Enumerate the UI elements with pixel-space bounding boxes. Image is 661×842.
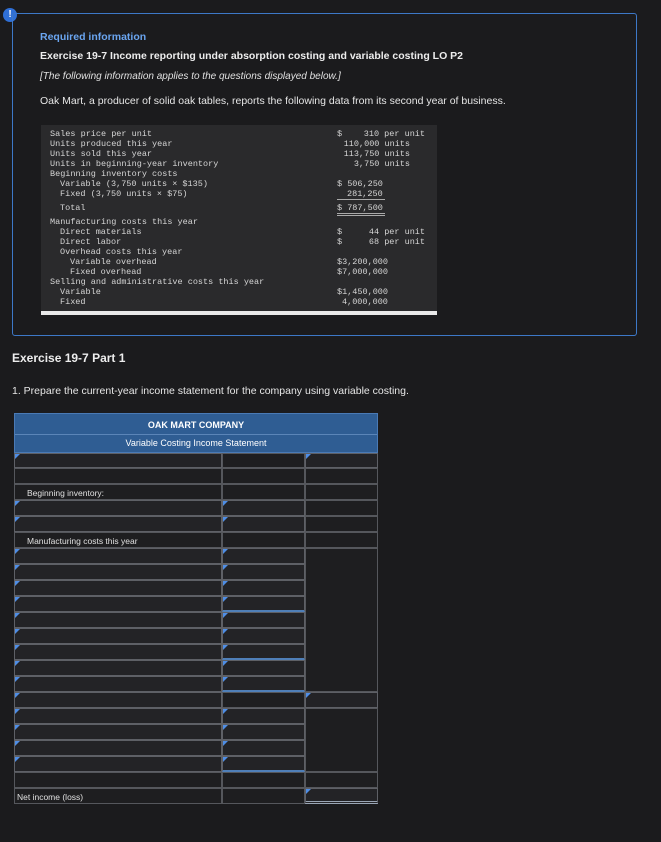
statement-amount-input[interactable]	[222, 564, 305, 580]
data-row-dollar: $	[337, 227, 343, 237]
statement-blank-cell	[222, 692, 305, 708]
required-information-heading: Required information	[40, 31, 147, 43]
data-row-label: Overhead costs this year	[60, 247, 183, 257]
statement-blank-cell	[222, 772, 305, 788]
data-row-label: Variable	[60, 287, 101, 297]
net-income-label: Net income (loss)	[17, 792, 84, 802]
statement-label-input[interactable]	[14, 596, 222, 612]
data-row-value: $3,200,000	[337, 257, 389, 267]
data-row-label: Fixed (3,750 units × $75)	[60, 189, 188, 199]
table-divider	[41, 311, 437, 315]
statement-label-input[interactable]	[14, 453, 222, 468]
statement-amount-input[interactable]	[222, 516, 305, 532]
statement-amount-input[interactable]	[222, 708, 305, 724]
statement-label-input[interactable]	[14, 644, 222, 660]
statement-label-input[interactable]	[14, 500, 222, 516]
statement-amount-input[interactable]	[222, 756, 305, 772]
statement-label-input[interactable]	[14, 580, 222, 596]
statement-label-input[interactable]	[14, 740, 222, 756]
statement-amount-input[interactable]	[222, 724, 305, 740]
statement-blank-cell	[305, 500, 378, 516]
statement-amount-input[interactable]	[222, 612, 305, 628]
statement-label-input[interactable]	[14, 676, 222, 692]
statement-blank-cell	[305, 516, 378, 532]
data-row-label: Units in beginning-year inventory	[50, 159, 219, 169]
statement-blank-cell	[222, 788, 305, 804]
statement-amount-input[interactable]	[305, 692, 378, 708]
statement-blank-cell	[222, 453, 305, 468]
statement-label-input[interactable]	[14, 660, 222, 676]
data-row-value: $ 787,500	[337, 203, 383, 213]
statement-blank-cell	[14, 772, 222, 788]
statement-amount-input[interactable]	[222, 740, 305, 756]
part-title: Exercise 19-7 Part 1	[12, 351, 126, 365]
statement-amount-input[interactable]	[222, 548, 305, 564]
statement-amount-input[interactable]	[222, 660, 305, 676]
data-row-label: Manufacturing costs this year	[50, 217, 198, 227]
beginning-inventory-label: Beginning inventory:	[27, 488, 105, 498]
data-row-label: Sales price per unit	[50, 129, 153, 139]
statement-blank-cell	[222, 484, 305, 500]
statement-blank-cell	[305, 532, 378, 548]
statement-blank-column	[305, 708, 378, 772]
statement-amount-input[interactable]	[222, 644, 305, 660]
statement-amount-input[interactable]	[222, 596, 305, 612]
intro-text: Oak Mart, a producer of solid oak tables, reports the following data from its second year of business.	[40, 95, 506, 107]
exercise-title: Exercise 19-7 Income reporting under absorption costing and variable costing LO P2	[40, 50, 464, 62]
data-row-label: Fixed overhead	[70, 267, 142, 277]
statement-label-input[interactable]	[14, 548, 222, 564]
data-row-label: Direct materials	[60, 227, 142, 237]
statement-amount-input[interactable]	[222, 628, 305, 644]
applies-note: [The following information applies to the questions displayed below.]	[40, 71, 341, 82]
statement-blank-column	[305, 548, 378, 692]
subtotal-underline	[337, 199, 385, 200]
data-row-value: $ 506,250	[337, 179, 383, 189]
statement-label-input[interactable]	[14, 724, 222, 740]
total-double-underline	[337, 213, 385, 214]
statement-blank-cell	[305, 484, 378, 500]
data-row-label: Variable overhead	[70, 257, 157, 267]
data-row-label: Fixed	[60, 297, 86, 307]
data-row-value: 4,000,000	[342, 297, 388, 307]
data-row-label: Beginning inventory costs	[50, 169, 178, 179]
statement-label-input[interactable]	[14, 756, 222, 772]
net-income-input[interactable]	[305, 788, 378, 804]
statement-amount-input[interactable]	[222, 580, 305, 596]
data-row-value: 310 per unit	[363, 129, 425, 139]
question-text: 1. Prepare the current-year income statement for the company using variable costing.	[12, 385, 409, 397]
data-row-value: 110,000 units	[343, 139, 410, 149]
data-row-value: $1,450,000	[337, 287, 389, 297]
statement-amount-input[interactable]	[305, 453, 378, 468]
data-row-label: Total	[60, 203, 86, 213]
data-row-value: 113,750 units	[343, 149, 410, 159]
statement-blank-cell	[305, 468, 378, 484]
total-double-underline	[337, 215, 385, 216]
statement-amount-input[interactable]	[222, 500, 305, 516]
data-table	[41, 125, 437, 315]
statement-title: Variable Costing Income Statement	[125, 438, 267, 448]
statement-label-input[interactable]	[14, 564, 222, 580]
statement-blank-cell	[14, 468, 222, 484]
header-divider	[15, 434, 377, 435]
statement-label-input[interactable]	[14, 692, 222, 708]
data-row-label: Units produced this year	[50, 139, 173, 149]
data-row-label: Direct labor	[60, 237, 122, 247]
data-row-dollar: $	[337, 129, 343, 139]
data-row-value: 3,750 units	[353, 159, 410, 169]
statement-blank-cell	[305, 772, 378, 788]
statement-blank-cell	[222, 532, 305, 548]
data-row-value: 68 per unit	[368, 237, 425, 247]
data-row-label: Units sold this year	[50, 149, 153, 159]
data-row-value: 44 per unit	[368, 227, 425, 237]
statement-label-input[interactable]	[14, 516, 222, 532]
alert-icon: !	[3, 8, 17, 22]
statement-label-input[interactable]	[14, 612, 222, 628]
statement-amount-input[interactable]	[222, 676, 305, 692]
statement-header	[14, 413, 378, 453]
data-row-dollar: $	[337, 237, 343, 247]
statement-label-input[interactable]	[14, 628, 222, 644]
statement-blank-cell	[222, 468, 305, 484]
company-name: OAK MART COMPANY	[147, 420, 245, 430]
data-row-label: Variable (3,750 units × $135)	[60, 179, 208, 189]
data-row-value: 281,250	[347, 189, 383, 199]
data-row-value: $7,000,000	[337, 267, 389, 277]
data-row-label: Selling and administrative costs this year	[50, 277, 265, 287]
manufacturing-costs-label: Manufacturing costs this year	[27, 536, 138, 546]
statement-label-input[interactable]	[14, 708, 222, 724]
